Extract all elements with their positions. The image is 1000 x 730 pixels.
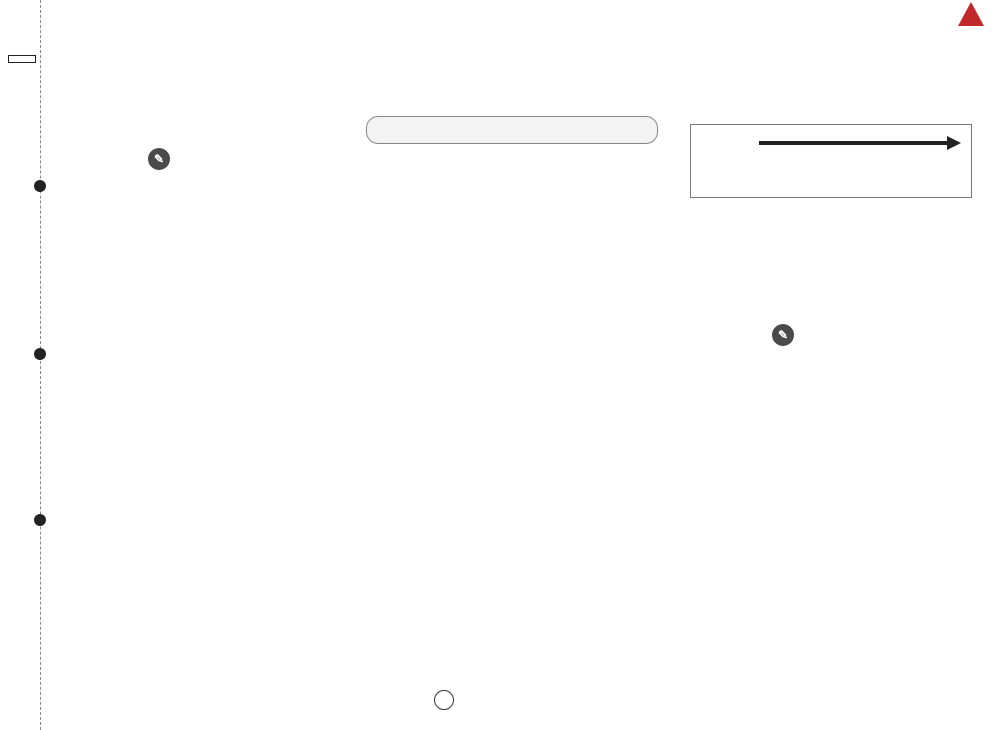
page-number xyxy=(434,690,454,710)
book-icon: ✎ xyxy=(148,148,170,170)
seal-dot xyxy=(34,348,46,360)
seal-dot xyxy=(34,180,46,192)
cut-line xyxy=(40,0,41,730)
section-reading xyxy=(772,324,798,346)
brand-stamp xyxy=(8,55,36,63)
column-1 xyxy=(52,0,348,730)
column-3 xyxy=(676,0,972,730)
logo-icon xyxy=(958,2,984,26)
bus-stop-diagram xyxy=(690,124,972,198)
route-arrow xyxy=(759,141,949,145)
column-2 xyxy=(362,0,664,730)
seal-dot xyxy=(34,514,46,526)
word-choice-box xyxy=(366,116,658,144)
page-footer xyxy=(430,690,458,713)
arrow-head-icon xyxy=(947,136,961,150)
binding-strip xyxy=(0,0,46,730)
section-basic xyxy=(148,148,174,170)
publisher-logo xyxy=(946,2,996,42)
book-icon: ✎ xyxy=(772,324,794,346)
